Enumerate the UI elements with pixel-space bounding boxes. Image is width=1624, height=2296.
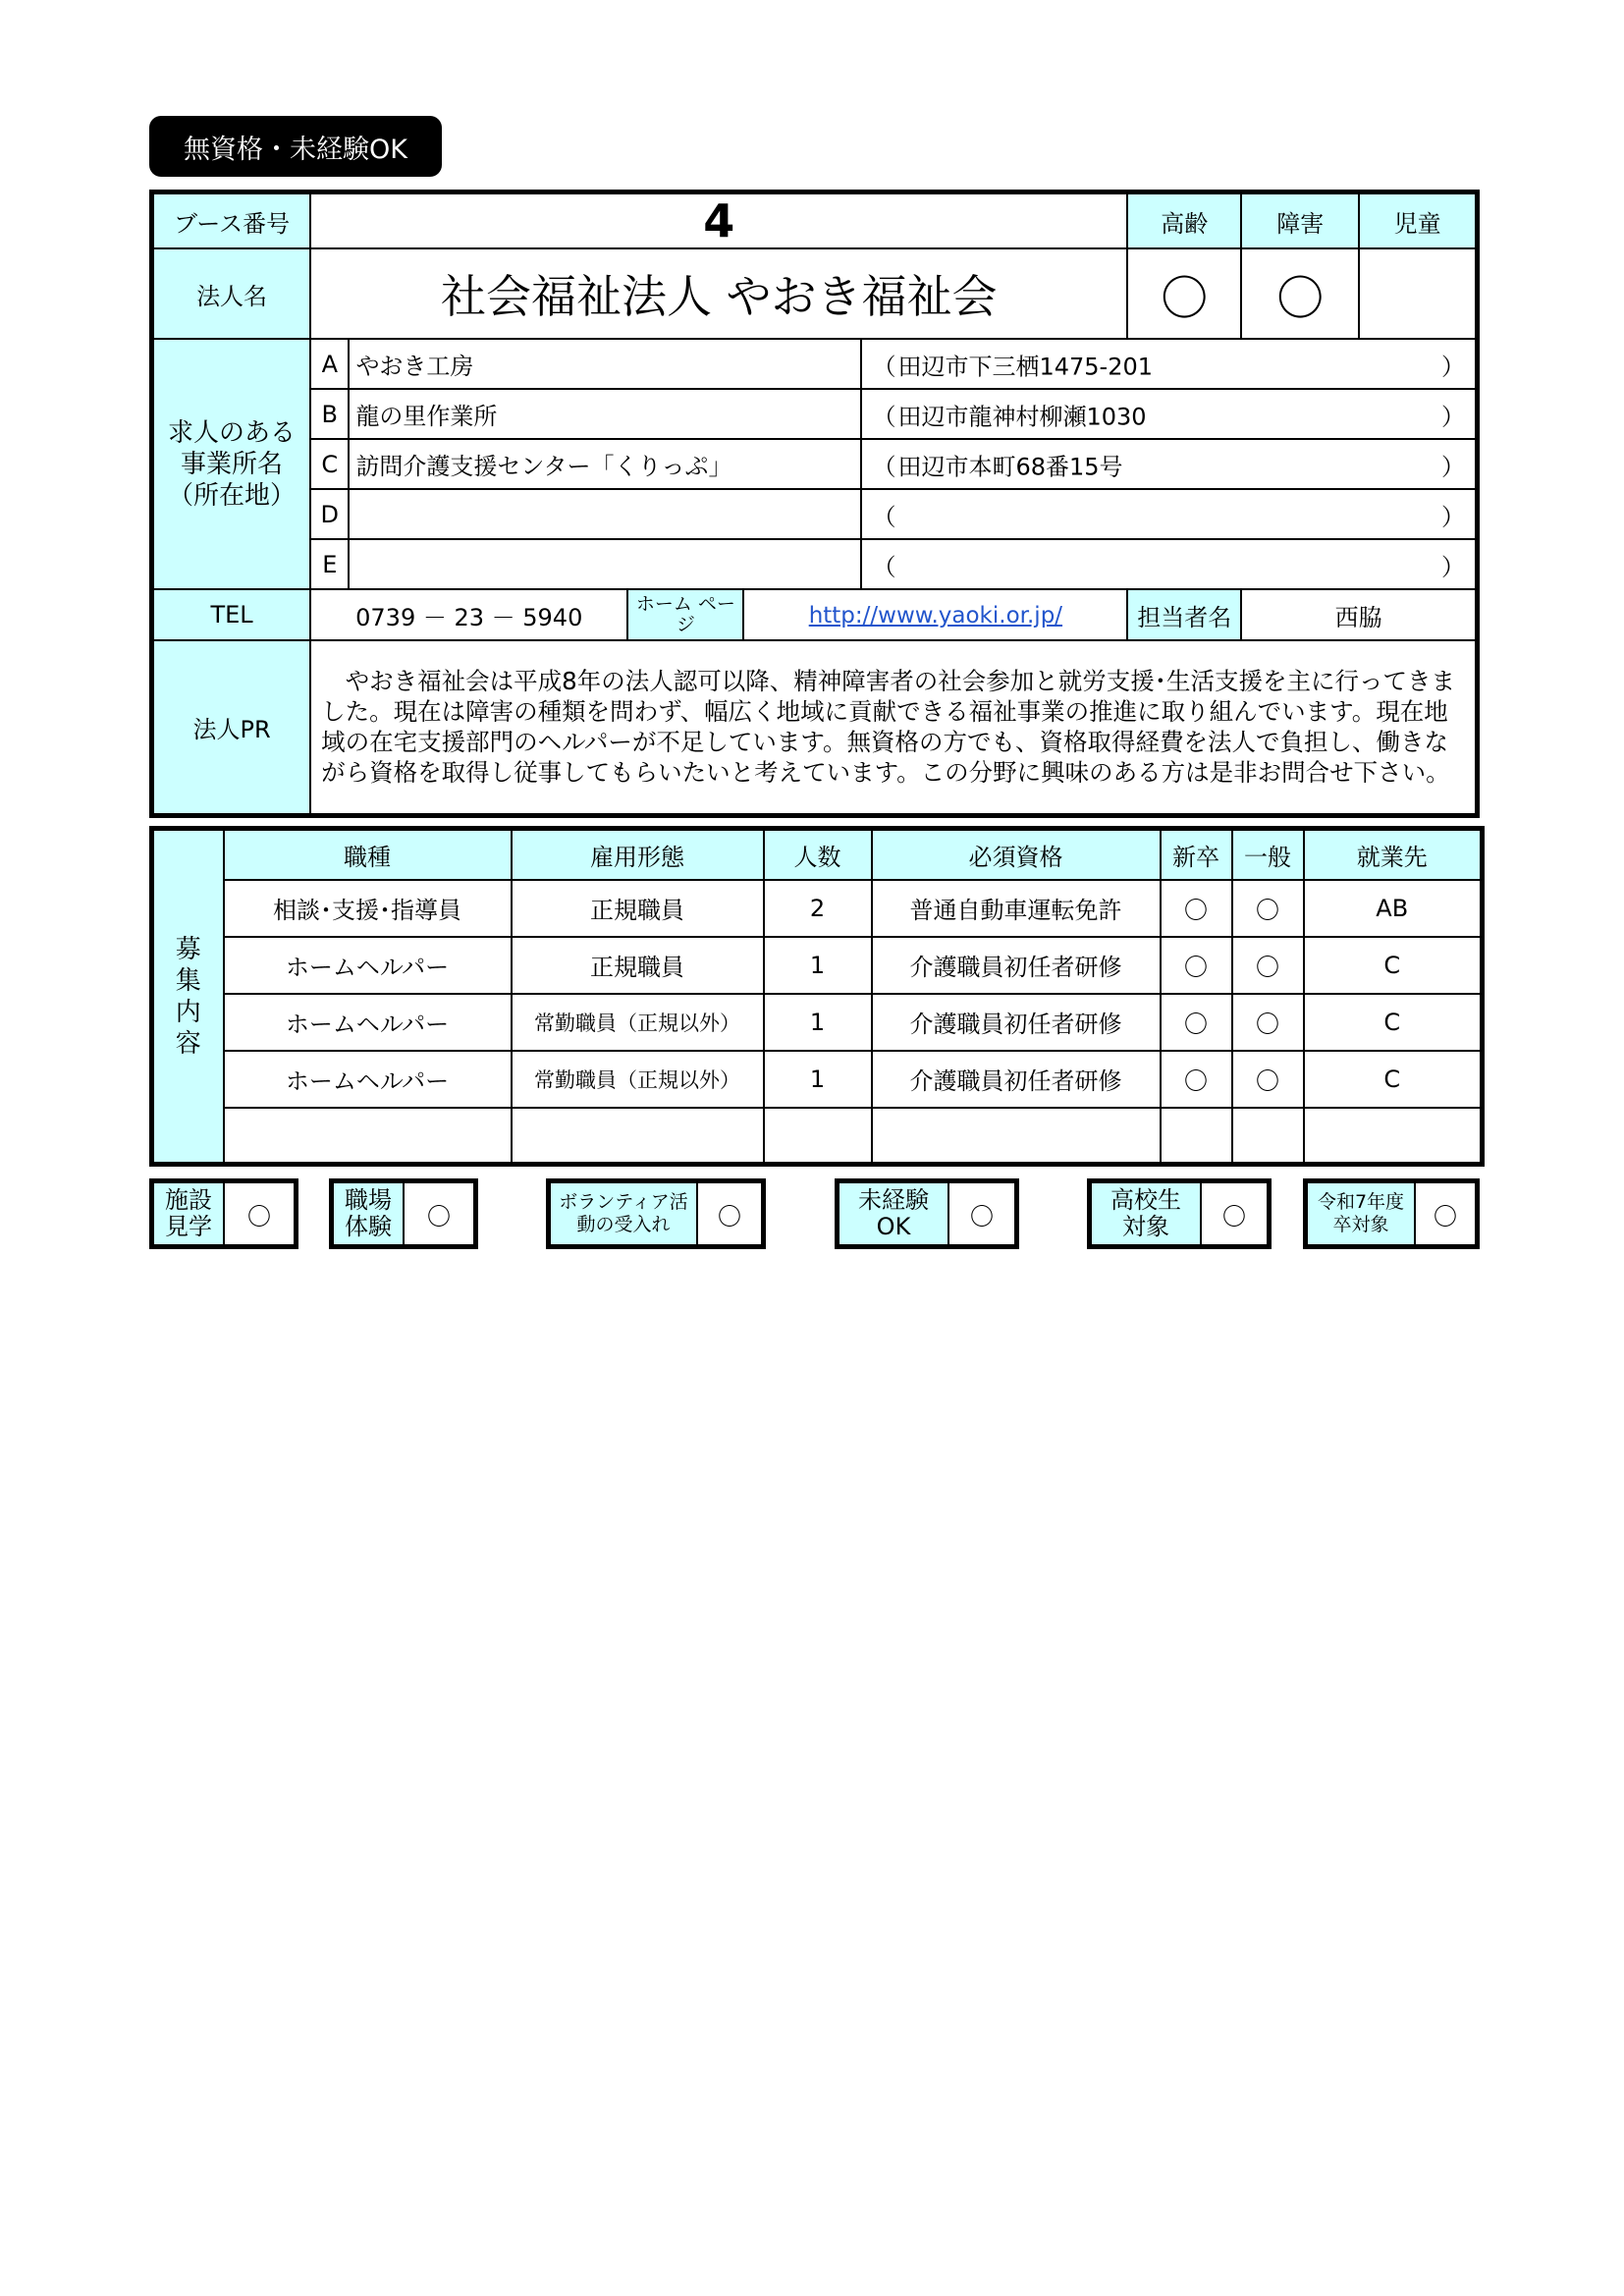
employment-type: 正規職員 [512, 937, 764, 994]
category-disability-mark: 〇 [1241, 248, 1359, 339]
new-grad-mark: 〇 [1161, 937, 1232, 994]
feature-mark: 〇 [1222, 1202, 1246, 1230]
feature-facility-tour [149, 1178, 298, 1249]
paren-open: （ [872, 453, 896, 480]
booth-label: ブース番号 [152, 192, 311, 249]
location-letter: E [310, 539, 349, 589]
headcount: 1 [764, 994, 872, 1051]
required-qualification [872, 1108, 1161, 1165]
paren-close: ） [1441, 553, 1465, 580]
required-qualification: 普通自動車運転免許 [872, 880, 1161, 937]
feature-high-school-target [1087, 1178, 1272, 1249]
location-address-cell [861, 339, 1477, 389]
job-type: ホームヘルパー [224, 994, 512, 1051]
new-grad-mark: 〇 [1161, 880, 1232, 937]
homepage-cell [743, 589, 1127, 640]
job-type: ホームヘルパー [224, 937, 512, 994]
job-type: ホームヘルパー [224, 1051, 512, 1108]
location-name: 訪問介護支援センター「くりっぷ」 [349, 439, 861, 489]
pr-text: やおき福祉会は平成8年の法人認可以降、精神障害者の社会参加と就労支援･生活支援を主に行ってきました。現在は障害の種類を問わず、幅広く地域に貢献できる福祉事業の推進に取り組んでいます。現在地域の在宅支援部門のヘルパーが不足しています。無資格の方でも、資格取得経費を法人で負担し、働きながら資格を取得し従事してもらいたいと考えています。この分野に興味のある方は是非お問合せ下さい。 [310, 640, 1477, 815]
company-info-table [149, 190, 1480, 818]
location-letter: C [310, 439, 349, 489]
location-address: 田辺市本町68番15号 [897, 453, 1123, 480]
new-grad-mark: 〇 [1161, 1051, 1232, 1108]
workplace [1304, 1108, 1483, 1165]
feature-label-text: ボランティア活動の受入れ [559, 1191, 688, 1235]
employment-type: 常勤職員（正規以外） [512, 994, 764, 1051]
workplace: AB [1304, 880, 1483, 937]
job-type: 相談･支援･指導員 [224, 880, 512, 937]
employment-type: 正規職員 [512, 880, 764, 937]
table-row [152, 994, 1483, 1051]
required-qualification: 介護職員初任者研修 [872, 994, 1161, 1051]
table-row [152, 1051, 1483, 1108]
booth-number: 4 [310, 192, 1127, 249]
general-mark: 〇 [1232, 880, 1304, 937]
recruitment-label-text: 募集内容 [175, 934, 201, 1059]
category-child-mark [1359, 248, 1477, 339]
feature-label-text: 施設見学 [165, 1186, 212, 1240]
feature-label [551, 1183, 698, 1244]
header-general: 一般 [1232, 829, 1304, 880]
general-mark: 〇 [1232, 994, 1304, 1051]
feature-mark: 〇 [1434, 1202, 1457, 1230]
header-new-grad: 新卒 [1161, 829, 1232, 880]
paren-close: ） [1441, 403, 1465, 430]
location-name: 龍の里作業所 [349, 389, 861, 439]
workplace: C [1304, 937, 1483, 994]
feature-mark: 〇 [970, 1202, 994, 1230]
table-row [152, 1108, 1483, 1165]
general-mark [1232, 1108, 1304, 1165]
tel-number: 0739 － 23 － 5940 [310, 589, 627, 640]
feature-label [839, 1183, 949, 1244]
homepage-link[interactable]: http://www.yaoki.or.jp/ [808, 603, 1063, 629]
location-address: 田辺市下三栖1475-201 [897, 353, 1154, 380]
recruitment-table [149, 826, 1485, 1167]
feature-inexperienced-ok [835, 1178, 1019, 1249]
feature-label-text: 職場体験 [345, 1186, 392, 1240]
employment-type: 常勤職員（正規以外） [512, 1051, 764, 1108]
required-qualification: 介護職員初任者研修 [872, 1051, 1161, 1108]
paren-open: （ [872, 503, 896, 530]
workplace: C [1304, 1051, 1483, 1108]
location-address-cell [861, 389, 1477, 439]
general-mark: 〇 [1232, 937, 1304, 994]
location-name [349, 539, 861, 589]
feature-label-text: 未経験OK [858, 1186, 929, 1240]
new-grad-mark: 〇 [1161, 994, 1232, 1051]
location-letter: D [310, 489, 349, 539]
feature-label [334, 1183, 405, 1244]
feature-label [1092, 1183, 1202, 1244]
table-row [152, 937, 1483, 994]
feature-mark: 〇 [718, 1202, 741, 1230]
feature-label [1308, 1183, 1416, 1244]
paren-close: ） [1441, 353, 1465, 380]
corp-name: 社会福祉法人 やおき福祉会 [310, 248, 1127, 339]
pr-label: 法人PR [152, 640, 311, 815]
general-mark: 〇 [1232, 1051, 1304, 1108]
category-disability-label: 障害 [1241, 192, 1359, 249]
required-qualification: 介護職員初任者研修 [872, 937, 1161, 994]
location-address-cell [861, 439, 1477, 489]
feature-volunteer-acceptance [546, 1178, 766, 1249]
homepage-label: ホーム ページ [627, 589, 743, 640]
location-address: 田辺市龍神村柳瀬1030 [897, 403, 1147, 430]
headcount: 2 [764, 880, 872, 937]
contact-person: 西脇 [1241, 589, 1477, 640]
paren-open: （ [872, 553, 896, 580]
headcount [764, 1108, 872, 1165]
paren-close: ） [1441, 453, 1465, 480]
corp-name-label: 法人名 [152, 248, 311, 339]
location-letter: A [310, 339, 349, 389]
feature-mark: 〇 [427, 1202, 451, 1230]
location-name [349, 489, 861, 539]
table-row [152, 880, 1483, 937]
category-elderly-label: 高齢 [1127, 192, 1241, 249]
paren-open: （ [872, 353, 896, 380]
job-type [224, 1108, 512, 1165]
recruitment-label [152, 829, 224, 1165]
location-address-cell [861, 539, 1477, 589]
headcount: 1 [764, 937, 872, 994]
feature-label-text: 高校生対象 [1110, 1186, 1181, 1240]
employment-type [512, 1108, 764, 1165]
category-child-label: 児童 [1359, 192, 1477, 249]
feature-label-text: 令和7年度卒対象 [1317, 1191, 1405, 1235]
feature-label [154, 1183, 225, 1244]
location-name: やおき工房 [349, 339, 861, 389]
location-letter: B [310, 389, 349, 439]
header-required-qualification: 必須資格 [872, 829, 1161, 880]
header-job-type: 職種 [224, 829, 512, 880]
feature-mark: 〇 [247, 1202, 271, 1230]
header-headcount: 人数 [764, 829, 872, 880]
feature-reiwa7-grad-target [1303, 1178, 1480, 1249]
header-workplace: 就業先 [1304, 829, 1483, 880]
location-address-cell [861, 489, 1477, 539]
headcount: 1 [764, 1051, 872, 1108]
locations-label: 求人のある事業所名（所在地） [152, 339, 311, 589]
tel-label: TEL [152, 589, 311, 640]
workplace: C [1304, 994, 1483, 1051]
header-employment-type: 雇用形態 [512, 829, 764, 880]
new-grad-mark [1161, 1108, 1232, 1165]
paren-close: ） [1441, 503, 1465, 530]
feature-workplace-experience [329, 1178, 478, 1249]
category-elderly-mark: 〇 [1127, 248, 1241, 339]
contact-person-label: 担当者名 [1127, 589, 1241, 640]
paren-open: （ [872, 403, 896, 430]
badge-no-qualification: 無資格・未経験OK [149, 116, 442, 177]
